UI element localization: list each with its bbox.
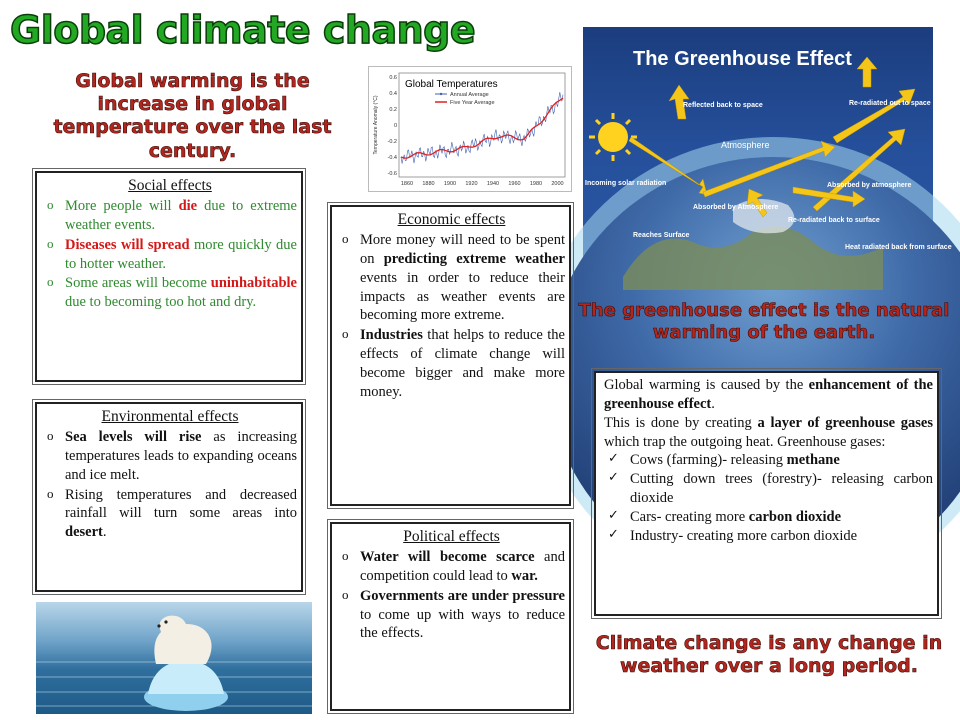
temp-ytick: 0.6 [389,75,397,81]
political-effect-item: o Governments are under pressure to come up with ways to reduce the effects. [360,587,565,644]
gh-label-absorbed-by-atm: Absorbed by atmosphere [827,182,912,189]
temp-ytick: 0.2 [389,107,397,113]
environmental-effect-item: o Rising temperatures and decreased rainfall will turn some areas into desert. [65,486,297,543]
gh-label-reaches: Reaches Surface [633,232,690,239]
gh-label-absorbed-atm: Absorbed by Atmosphere [693,204,779,211]
temp-xtick: 1860 [400,181,414,187]
greenhouse-effect-diagram [583,27,952,290]
environmental-effect-item: o Sea levels will rise as increasing temperatures leads to expanding oceans and ice melt. [65,428,297,485]
greenhouse-gas-item: ✓ Industry- creating more carbon dioxide [630,527,933,546]
page-title: Global climate change [10,8,476,52]
social-effect-item: o Some areas will become uninhabitable due to becoming too hot and dry. [65,274,297,312]
environmental-effects-heading: Environmental effects [101,408,239,425]
temp-ytick: -0.6 [387,171,397,177]
sun-icon [589,113,637,161]
greenhouse-title: The Greenhouse Effect [633,48,852,70]
social-effects-heading: Social effects [128,177,212,194]
legend-five-year: Five Year Average [450,100,495,106]
gh-label-atmosphere: Atmosphere [721,140,770,150]
social-effect-item: o More people will die due to extreme weather events. [65,197,297,235]
climate-change-definition: Climate change is any change in weather over a long period. [595,632,943,678]
temp-ytick: -0.2 [387,139,397,145]
greenhouse-gas-item: ✓ Cutting down trees (forestry)- releasing carbon dioxide [630,470,933,508]
economic-effects-box [330,205,571,506]
gh-label-reflected: Reflected back to space [683,102,763,109]
causes-layer: This is done by creating a layer of greenhouse gases which trap the outgoing heat. Greenhouse gases: [604,414,933,450]
temp-xtick: 1980 [529,181,543,187]
temp-xtick: 1900 [443,181,457,187]
gh-label-reradiated-surface: Re-radiated back to surface [788,217,880,224]
gh-label-reradiated-space: Re-radiated out to space [849,100,931,107]
global-warming-definition: Global warming is the increase in global temperature over the last century. [53,70,332,162]
greenhouse-gas-item: ✓ Cows (farming)- releasing methane [630,451,933,470]
gh-label-heat: Heat radiated back from surface [845,244,952,251]
temp-xtick: 2000 [551,181,564,187]
greenhouse-definition: The greenhouse effect is the natural warming of the earth. [578,300,950,343]
temp-xtick: 1920 [465,181,478,187]
causes-intro: Global warming is caused by the enhancement of the greenhouse effect. [604,377,933,412]
temp-chart-title: Global Temperatures [405,79,498,90]
temp-chart-ylabel: Temperature Anomaly (°C) [373,95,379,155]
economic-effect-item: o Industries that helps to reduce the effects of climate change will become bigger and make more money. [360,326,565,401]
gh-label-incoming: Incoming solar radiation [585,180,667,187]
social-effect-item: o Diseases will spread more quickly due to hotter weather. [65,236,297,274]
social-effects-box [35,171,303,382]
economic-effect-item: o More money will need to be spent on predicting extreme weather events in order to reduce their impacts as weather events are becoming more extreme. [360,231,565,325]
temp-ytick: 0 [393,123,397,129]
political-effects-box [330,522,571,711]
causes-box [594,371,939,616]
political-effects-heading: Political effects [403,528,500,545]
polar-bear-photo [36,602,312,714]
temp-ytick: -0.4 [387,155,397,161]
temp-xtick: 1960 [508,181,521,187]
political-effect-item: o Water will become scarce and competition could lead to war. [360,548,565,586]
global-temperatures-chart [368,66,572,192]
greenhouse-gas-item: ✓ Cars- creating more carbon dioxide [630,508,933,527]
temp-ytick: 0.4 [389,91,397,97]
environmental-effects-box [35,402,303,592]
economic-effects-heading: Economic effects [397,211,506,228]
legend-annual: Annual Average [450,92,489,98]
temp-xtick: 1940 [486,181,500,187]
temp-xtick: 1880 [422,181,435,187]
